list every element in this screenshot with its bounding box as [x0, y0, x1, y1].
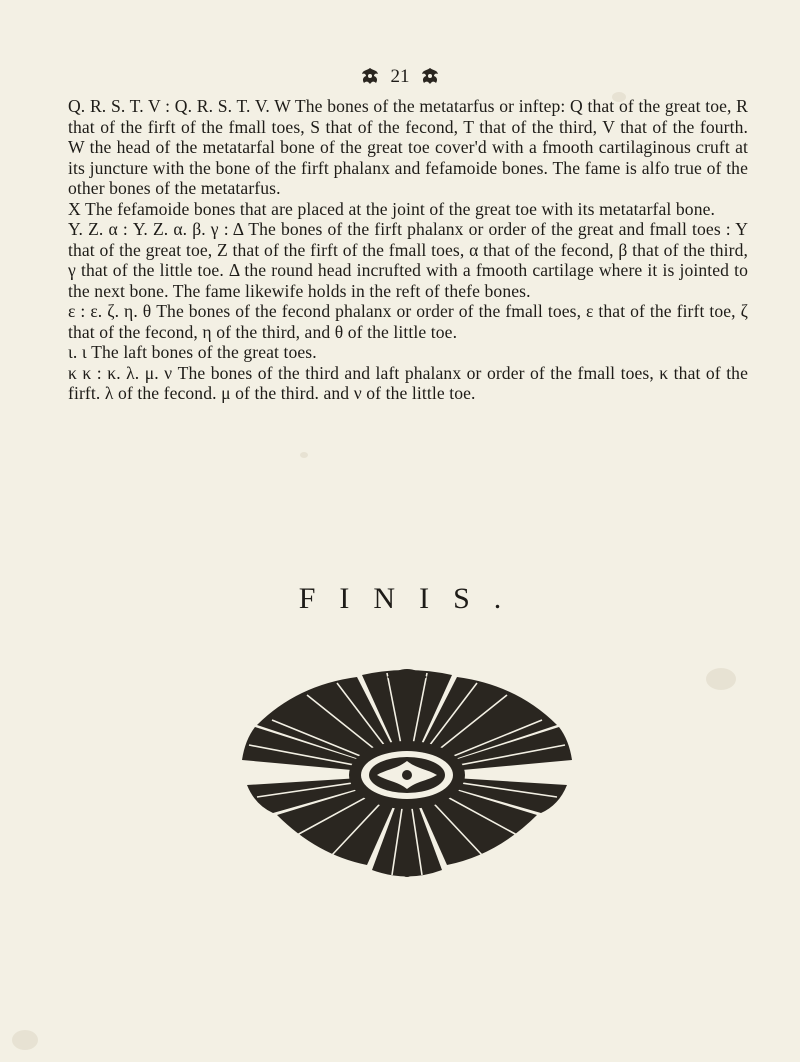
paper-stain — [12, 1030, 38, 1050]
paragraph-first-phalanx: Y. Z. α : Y. Z. α. β. γ : Δ The bones of the firft phalanx or order of the great and fmall toes : Y that of the great toe, Z that of the firft of the fmall toes, α that of the fecond, β that of the third, γ that of the little toe. Δ the round head incrufted with a fmooth cartilage where it is jointed to the next bone. The fame likewife holds in the reft of thefe bones. — [68, 219, 748, 301]
fleuron-icon — [420, 67, 440, 85]
page-header — [0, 66, 800, 88]
paper-stain — [300, 452, 308, 458]
paper-stain — [706, 668, 736, 690]
explanation-text — [68, 96, 748, 404]
fleuron-icon — [360, 67, 380, 85]
paragraph-second-phalanx: ε : ε. ζ. η. θ The bones of the fecond phalanx or order of the fmall toes, ε that of the firft toe, ζ that of the fecond, η of the third, and θ of the little toe. — [68, 301, 748, 342]
paragraph-great-toe-last: ι. ι The laft bones of the great toes. — [68, 342, 317, 362]
finis-heading: FINIS. — [298, 582, 526, 615]
paragraph-sesamoid: X The fefamoide bones that are placed at the joint of the great toe with its metatarfal bone. — [68, 198, 715, 219]
page-number: 21 — [390, 66, 410, 87]
paragraph-third-phalanx: κ κ : κ. λ. μ. ν The bones of the third and laft phalanx or order of the fmall toes, κ that of the firft. λ of the fecond. μ of the third. and ν of the little toe. — [68, 362, 748, 403]
paragraph-metatarsus: Q. R. S. T. V : Q. R. S. T. V. W The bones of the metatarfus or inftep: Q that of the great toe, R that of the firft of the fmall toes, S that of the fecond, T that of the third, V that of the fourth. W the head of the metatarfal bone of the great toe cover'd with a fmooth cartilaginous cruft at its juncture with the bone of the firft phalanx and fefamoide bones. The fame is alfo true of the other bones of the metatarfus. — [68, 96, 748, 198]
fan-tailpiece-ornament — [237, 665, 577, 885]
